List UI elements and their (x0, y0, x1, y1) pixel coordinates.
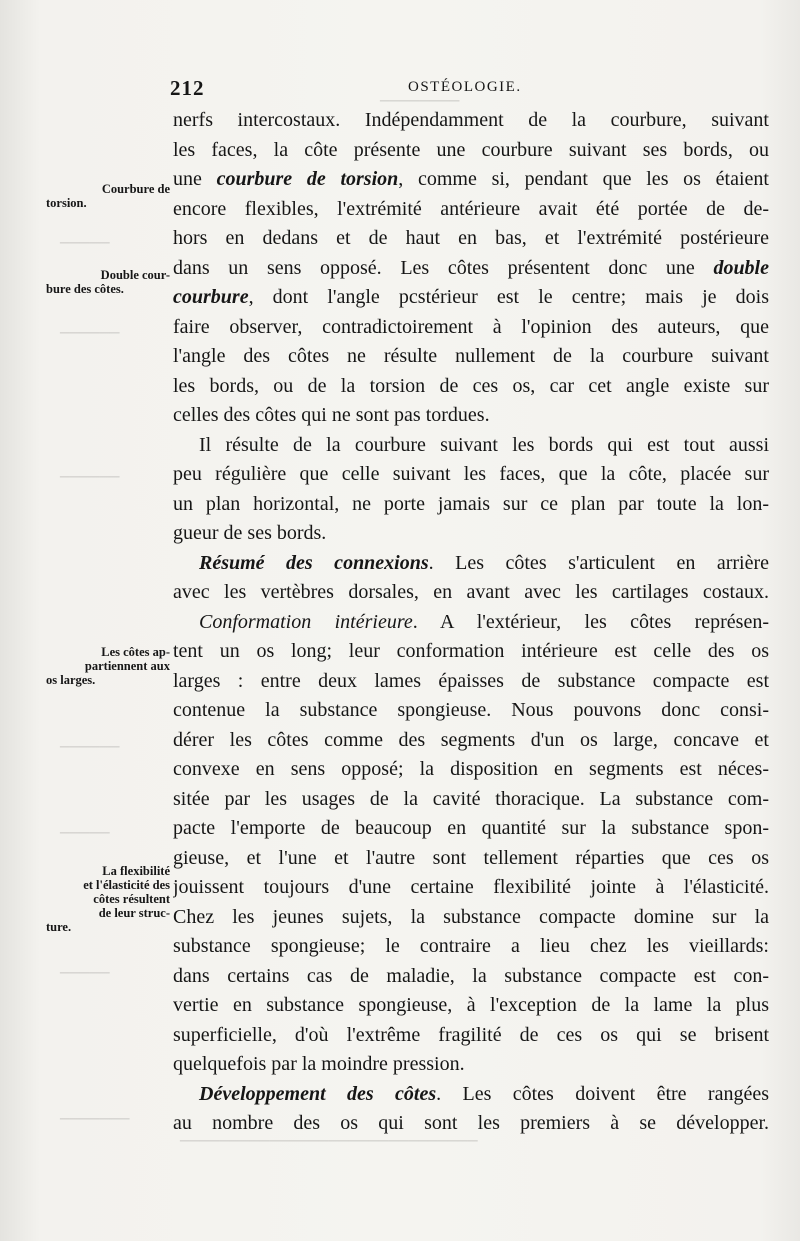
text-line (173, 342, 769, 372)
text-run: les faces, la côte présente une courbure suivant ses bords, ou (173, 138, 769, 161)
show-through-mark: ────── (60, 470, 120, 485)
text-run: dans un sens opposé. Les côtes présentent donc une (173, 256, 714, 279)
show-through-mark: ──────── (380, 94, 460, 109)
margin-note-line: et l'élasticité des (83, 878, 170, 892)
text-run: dans certains cas de maladie, la substance compacte est con- (173, 964, 769, 987)
text-run: dérer les côtes comme des segments d'un os large, concave et (173, 728, 769, 751)
text-run: . Les côtes s'articulent en arrière (428, 551, 769, 574)
text-line (173, 401, 769, 431)
text-line (173, 637, 769, 667)
text-run: quelquefois par la moindre pression. (173, 1053, 465, 1075)
text-run: Il résulte de la courbure suivant les bords qui est tout aussi (199, 433, 769, 456)
text-line (173, 903, 769, 933)
text-run: une (173, 168, 217, 190)
text-run: larges : entre deux lames épaisses de substance compacte est (173, 669, 769, 692)
text-line (173, 195, 769, 225)
show-through-mark: ─────── (60, 1112, 130, 1127)
margin-note-line: ture. (46, 920, 72, 934)
text-line (173, 372, 769, 402)
text-run: encore flexibles, l'extrémité antérieure avait été portée de de- (173, 197, 769, 220)
text-line (173, 1021, 769, 1051)
text-line (173, 1080, 769, 1110)
text-run: nerfs intercostaux. Indépendamment de la courbure, suivant (173, 109, 769, 131)
text-line (173, 254, 769, 284)
margin-note (46, 182, 170, 210)
text-line (173, 519, 769, 549)
text-line (173, 106, 769, 136)
show-through-mark: ────── (60, 326, 120, 341)
text-run: l'angle des côtes ne résulte nullement de la courbure suivant (173, 345, 769, 367)
text-run: convexe en sens opposé; la disposition en segments est néces- (173, 758, 769, 780)
margin-note-line: torsion. (46, 196, 87, 210)
text-run: pacte l'emporte de beaucoup en quantité sur la substance spon- (173, 817, 769, 839)
text-line (173, 962, 769, 992)
text-line (173, 224, 769, 254)
text-line (173, 313, 769, 343)
text-run: hors en dedans et de haut en bas, et l'extrémité postérieure (173, 227, 769, 249)
margin-note-line: Les côtes ap- (101, 645, 170, 659)
text-line (173, 785, 769, 815)
emphasis-run: double (713, 256, 769, 279)
show-through-mark: ────────────────────────────── (180, 1134, 478, 1149)
margin-note (46, 268, 170, 296)
text-line (173, 1109, 769, 1139)
text-line (173, 608, 769, 638)
text-run: contenue la substance spongieuse. Nous pouvons donc consi- (173, 699, 769, 721)
emphasis-run: courbure de torsion (216, 168, 399, 190)
text-run: , comme si, pendant que les os étaient (398, 168, 769, 190)
text-line (173, 991, 769, 1021)
margin-note-line: bure des côtes. (46, 282, 124, 296)
margin-note-line: La flexibilité (102, 864, 170, 878)
text-run: jouissent toujours d'une certaine flexibilité jointe à l'élasticité. (173, 876, 769, 898)
text-line (173, 283, 769, 313)
margin-note-line: de leur struc- (98, 906, 170, 920)
text-run: vertie en substance spongieuse, à l'exception de la lame la plus (173, 994, 769, 1016)
text-line (173, 549, 769, 579)
text-run: gieuse, et l'une et l'autre sont tellement réparties que ces os (173, 846, 769, 869)
text-run: sitée par les usages de la cavité thoracique. La substance com- (173, 787, 769, 810)
text-run: superficielle, d'où l'extrême fragilité de ces os qui se brisent (173, 1023, 769, 1046)
text-line (173, 814, 769, 844)
text-run: substance spongieuse; le contraire a lieu chez les vieillards: (173, 935, 769, 957)
show-through-mark: ───── (60, 236, 110, 251)
text-line (173, 755, 769, 785)
margin-note-line: Courbure de (101, 182, 170, 196)
text-line (173, 726, 769, 756)
text-run: . Les côtes doivent être rangées (436, 1082, 769, 1105)
text-run: . A l'extérieur, les côtes représen- (412, 610, 769, 633)
text-line (173, 667, 769, 697)
page-header (0, 76, 800, 106)
text-line (173, 578, 769, 608)
text-run: gueur de ses bords. (173, 522, 327, 544)
body-text (173, 106, 769, 1139)
text-line (173, 136, 769, 166)
emphasis-run: courbure (173, 286, 249, 308)
margin-note-line: Double cour- (100, 268, 170, 282)
emphasis-run: Développement des côtes (199, 1082, 437, 1105)
text-run: peu régulière que celle suivant les faces, que la côte, placée sur (173, 463, 769, 485)
margin-note-line: partiennent aux (84, 659, 170, 673)
text-line (173, 873, 769, 903)
margin-note-line: côtes résultent (93, 892, 170, 906)
text-run: faire observer, contradictoirement à l'opinion des auteurs, que (173, 315, 769, 338)
text-run: un plan horizontal, ne porte jamais sur ce plan par toute la lon- (173, 492, 769, 515)
margin-note-line: os larges. (46, 673, 96, 687)
text-run: les bords, ou de la torsion de ces os, car cet angle existe sur (173, 374, 769, 397)
text-line (173, 431, 769, 461)
text-run: au nombre des os qui sont les premiers à se développer. (173, 1112, 769, 1134)
text-line (173, 490, 769, 520)
text-run: Chez les jeunes sujets, la substance compacte domine sur la (173, 905, 769, 928)
text-line (173, 165, 769, 195)
text-run: avec les vertèbres dorsales, en avant avec les cartilages costaux. (173, 581, 769, 603)
emphasis-run: Conformation intérieure (199, 610, 413, 633)
show-through-mark: ───── (60, 966, 110, 981)
margin-note (46, 864, 170, 934)
text-line (173, 696, 769, 726)
text-line (173, 932, 769, 962)
page-number: 212 (170, 76, 205, 100)
text-line (173, 460, 769, 490)
text-run: tent un os long; leur conformation intérieure est celle des os (173, 640, 769, 662)
text-run: celles des côtes qui ne sont pas tordues. (173, 404, 490, 426)
text-run: , dont l'angle pcstérieur est le centre; mais je dois (248, 286, 769, 308)
show-through-mark: ───── (60, 826, 110, 841)
emphasis-run: Résumé des connexions (199, 551, 429, 574)
margin-note (46, 645, 170, 687)
text-line (173, 844, 769, 874)
running-title: OSTÉOLOGIE. (408, 79, 522, 95)
show-through-mark: ────── (60, 740, 120, 755)
text-line (173, 1050, 769, 1080)
